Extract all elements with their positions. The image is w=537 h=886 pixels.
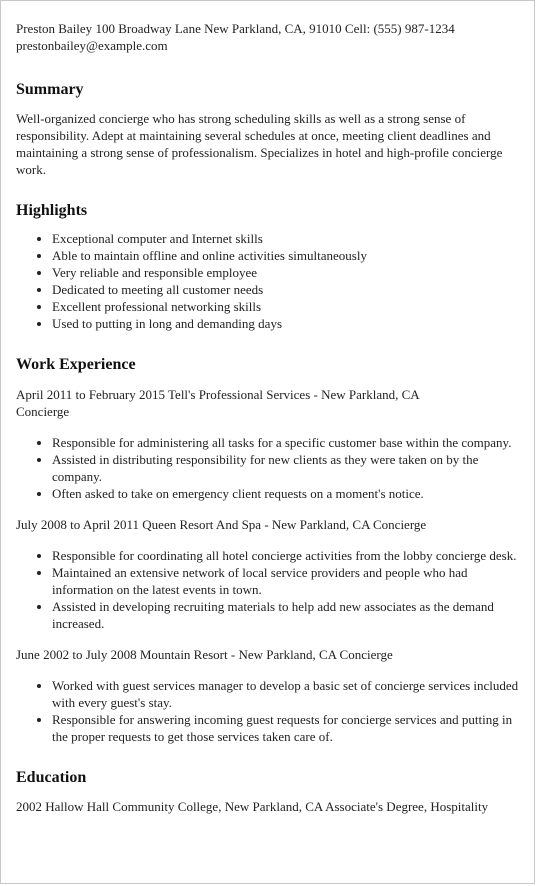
contact-block: [16, 1, 522, 54]
job-dates: June 2002 to July 2008: [16, 647, 137, 662]
job-bullets: [16, 434, 522, 502]
contact-phone-label: Cell:: [344, 21, 371, 36]
job-title: Concierge: [339, 647, 393, 662]
job-employer: Tell's Professional Services - New Parkland, CA: [168, 387, 420, 402]
education-degree: Associate's Degree, Hospitality: [325, 799, 489, 814]
contact-address: 100 Broadway Lane New Parkland, CA, 91010: [95, 21, 342, 36]
job-bullet: • Often asked to take on emergency client requests on a moment's notice.: [52, 485, 522, 502]
job-header: [16, 646, 522, 663]
job-employer: Queen Resort And Spa - New Parkland, CA: [142, 517, 370, 532]
summary-text: Well-organized concierge who has strong scheduling skills as well as a strong sense of responsibility. Adept at maintaining several schedules at once, meeting client deadlines and maintaining a strong sense of professionalism. Specializes in hotel and high-profile concierge work.: [16, 111, 503, 177]
job-title: Concierge: [373, 517, 427, 532]
job-employer: Mountain Resort - New Parkland, CA: [139, 647, 337, 662]
education-heading: Education: [16, 769, 87, 786]
job-bullets: [16, 677, 522, 745]
job-header: [16, 516, 522, 533]
highlight-item: • Dedicated to meeting all customer needs: [52, 281, 522, 298]
work-experience-heading: Work Experience: [16, 356, 136, 373]
summary-heading: Summary: [16, 81, 84, 98]
job-bullet: • Maintained an extensive network of local service providers and people who had information on the latest events in town.: [52, 564, 522, 598]
job-dates: July 2008 to April 2011: [16, 517, 140, 532]
job-title: Concierge: [16, 404, 70, 419]
job-bullet: • Responsible for administering all tasks for a specific customer base within the company.: [52, 434, 522, 451]
highlights-heading: Highlights: [16, 202, 88, 219]
contact-email: prestonbailey@example.com: [16, 38, 168, 53]
highlight-item: • Able to maintain offline and online activities simultaneously: [52, 247, 522, 264]
job-bullet: • Assisted in developing recruiting materials to help add new associates as the demand increased.: [52, 598, 522, 632]
job-bullet: • Responsible for answering incoming guest requests for concierge services and putting in the proper requests to get those services taken care of.: [52, 711, 522, 745]
highlight-item: • Used to putting in long and demanding days: [52, 315, 522, 332]
contact-name: Preston Bailey: [16, 21, 93, 36]
highlight-item: • Very reliable and responsible employee: [52, 264, 522, 281]
job-dates: April 2011 to February 2015: [16, 387, 165, 402]
education-school: Hallow Hall Community College, New Parkland, CA: [45, 799, 323, 814]
job-bullets: [16, 547, 522, 632]
highlight-item: • Exceptional computer and Internet skills: [52, 230, 522, 247]
highlights-list: [16, 230, 522, 332]
job-bullet: • Assisted in distributing responsibility for new clients as they were taken on by the company.: [52, 451, 522, 485]
job-bullet: • Worked with guest services manager to develop a basic set of concierge services included with every guest's stay.: [52, 677, 522, 711]
job-bullet: • Responsible for coordinating all hotel concierge activities from the lobby concierge desk.: [52, 547, 522, 564]
contact-phone: (555) 987-1234: [373, 21, 455, 36]
education-entry: [16, 798, 522, 815]
education-year: 2002: [16, 799, 42, 814]
job-header: [16, 386, 522, 420]
highlight-item: • Excellent professional networking skills: [52, 298, 522, 315]
